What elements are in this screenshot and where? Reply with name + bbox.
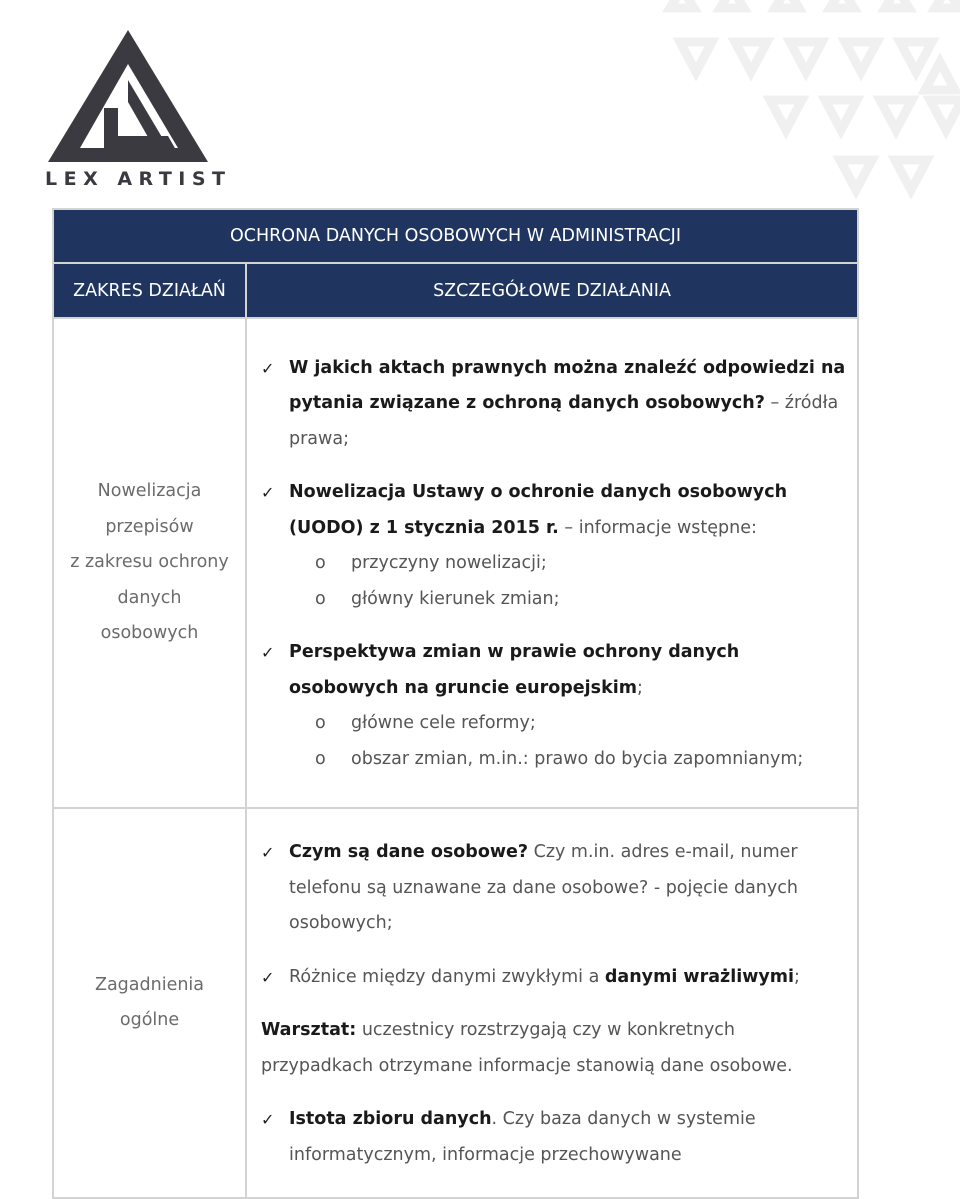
item-text: Czy m.in. adres e-mail, numer telefonu są uznawane za dane osobowe? - pojęcie danych osobowych; xyxy=(289,842,798,933)
column-header-row xyxy=(53,263,858,318)
triangle-pattern xyxy=(650,0,960,215)
scope-cell xyxy=(53,318,246,808)
item-text: – źródła prawa; xyxy=(289,393,839,449)
circle-bullet-icon: o xyxy=(315,713,326,734)
circle-bullet-icon: o xyxy=(315,588,326,609)
check-icon: ✓ xyxy=(261,358,275,378)
scope-line: danych xyxy=(117,587,182,608)
workshop-note xyxy=(259,1013,847,1084)
list-item xyxy=(259,475,847,546)
scope-cell xyxy=(53,808,246,1198)
sub-item: o główne cele reformy; xyxy=(259,706,847,742)
check-icon: ✓ xyxy=(261,843,275,862)
scope-line: z zakresu ochrony xyxy=(70,552,229,573)
scope-line: Zagadnienia xyxy=(94,974,205,995)
scope-line: osobowych xyxy=(100,623,199,644)
details-cell xyxy=(246,318,858,808)
list-item xyxy=(259,960,847,996)
check-icon: ✓ xyxy=(261,967,275,987)
item-text: ; xyxy=(794,966,800,987)
scope-line: Nowelizacja xyxy=(97,481,202,502)
item-text: Różnice między danymi zwykłymi a xyxy=(289,966,605,987)
item-text: . Czy baza danych w systemie informatycznym, informacje przechowywane xyxy=(289,1109,756,1165)
check-icon: ✓ xyxy=(261,643,275,663)
item-bold-text: W jakich aktach prawnych można znaleźć odpowiedzi na pytania związane z ochroną danych osobowych? xyxy=(289,357,846,414)
list-item xyxy=(259,1102,847,1173)
item-bold-text: danymi wrażliwymi xyxy=(604,966,795,987)
item-text: ; xyxy=(636,677,643,698)
item-bold-text: Istota zbioru danych xyxy=(289,1109,492,1129)
item-bold-text: Czym są dane osobowe? xyxy=(289,842,529,862)
item-bold-text: Nowelizacja Ustawy o ochronie danych osobowych (UODO) z 1 stycznia 2015 r. xyxy=(289,482,788,538)
workshop-label: Warsztat: xyxy=(261,1020,357,1040)
check-icon: ✓ xyxy=(261,1110,275,1129)
circle-bullet-icon: o xyxy=(315,748,326,769)
sub-item: o obszar zmian, m.in.: prawo do bycia zapomnianym; xyxy=(259,742,847,778)
list-item xyxy=(259,351,847,458)
table-title-row xyxy=(53,209,858,263)
workshop-text: uczestnicy rozstrzygają czy w konkretnych przypadkach otrzymane informacje stanowią dane osobowe. xyxy=(261,1020,793,1076)
table-row xyxy=(53,318,858,808)
brand-name: LEX ARTIST xyxy=(45,168,232,190)
list-item xyxy=(259,835,847,942)
scope-line: ogólne xyxy=(119,1010,180,1030)
training-program-table xyxy=(52,208,859,1199)
column-header-scope: ZAKRES DZIAŁAŃ xyxy=(53,263,246,318)
column-header-details: SZCZEGÓŁOWE DZIAŁANIA xyxy=(246,263,858,318)
sub-item: o przyczyny nowelizacji; xyxy=(259,546,847,582)
circle-bullet-icon: o xyxy=(315,553,326,574)
table-row xyxy=(53,808,858,1198)
check-icon: ✓ xyxy=(261,483,275,503)
scope-line: przepisów xyxy=(105,516,194,537)
sub-item: o główny kierunek zmian; xyxy=(259,582,847,618)
table-title: OCHRONA DANYCH OSOBOWYCH W ADMINISTRACJI xyxy=(53,209,858,263)
item-text: – informacje wstępne: xyxy=(558,517,757,538)
details-cell xyxy=(246,808,858,1198)
list-item xyxy=(259,635,847,706)
item-bold-text: Perspektywa zmian w prawie ochrony danych osobowych na gruncie europejskim xyxy=(289,642,740,698)
